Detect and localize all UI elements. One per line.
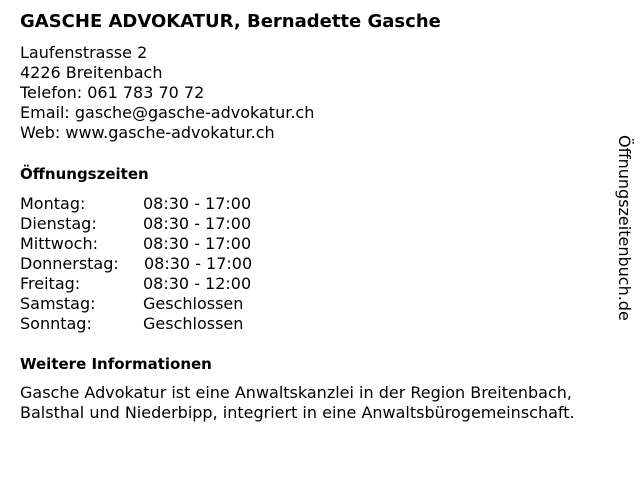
time-value: 08:30 - 17:00 bbox=[144, 254, 253, 273]
day-label: Dienstag: bbox=[20, 214, 97, 233]
time-value: 08:30 - 12:00 bbox=[143, 274, 252, 293]
day-label: Sonntag: bbox=[20, 314, 92, 333]
info-heading: Weitere Informationen bbox=[20, 355, 212, 373]
website: Web: www.gasche-advokatur.ch bbox=[20, 123, 275, 142]
day-label: Freitag: bbox=[20, 274, 81, 293]
phone: Telefon: 061 783 70 72 bbox=[20, 83, 205, 102]
info-line: Gasche Advokatur ist eine Anwaltskanzlei in der Region Breitenbach, bbox=[20, 383, 572, 402]
time-value: Geschlossen bbox=[143, 314, 244, 333]
city: 4226 Breitenbach bbox=[20, 63, 163, 82]
street: Laufenstrasse 2 bbox=[20, 43, 148, 62]
day-label: Montag: bbox=[20, 194, 86, 213]
business-title: GASCHE ADVOKATUR, Bernadette Gasche bbox=[20, 11, 441, 32]
info-text bbox=[20, 383, 620, 423]
day-label: Donnerstag: bbox=[20, 254, 119, 273]
time-value: 08:30 - 17:00 bbox=[143, 214, 252, 233]
hours-heading: Öffnungszeiten bbox=[20, 165, 149, 183]
email: Email: gasche@gasche-advokatur.ch bbox=[20, 103, 315, 122]
info-line: Balsthal und Niederbipp, integriert in eine Anwaltsbürogemeinschaft. bbox=[20, 403, 575, 422]
address-block bbox=[20, 43, 314, 143]
source-watermark: Öffnungszeitenbuch.de bbox=[615, 135, 634, 321]
day-label: Mittwoch: bbox=[20, 234, 98, 253]
time-value: 08:30 - 17:00 bbox=[143, 194, 252, 213]
time-value: 08:30 - 17:00 bbox=[143, 234, 252, 253]
day-label: Samstag: bbox=[20, 294, 96, 313]
time-value: Geschlossen bbox=[143, 294, 244, 313]
